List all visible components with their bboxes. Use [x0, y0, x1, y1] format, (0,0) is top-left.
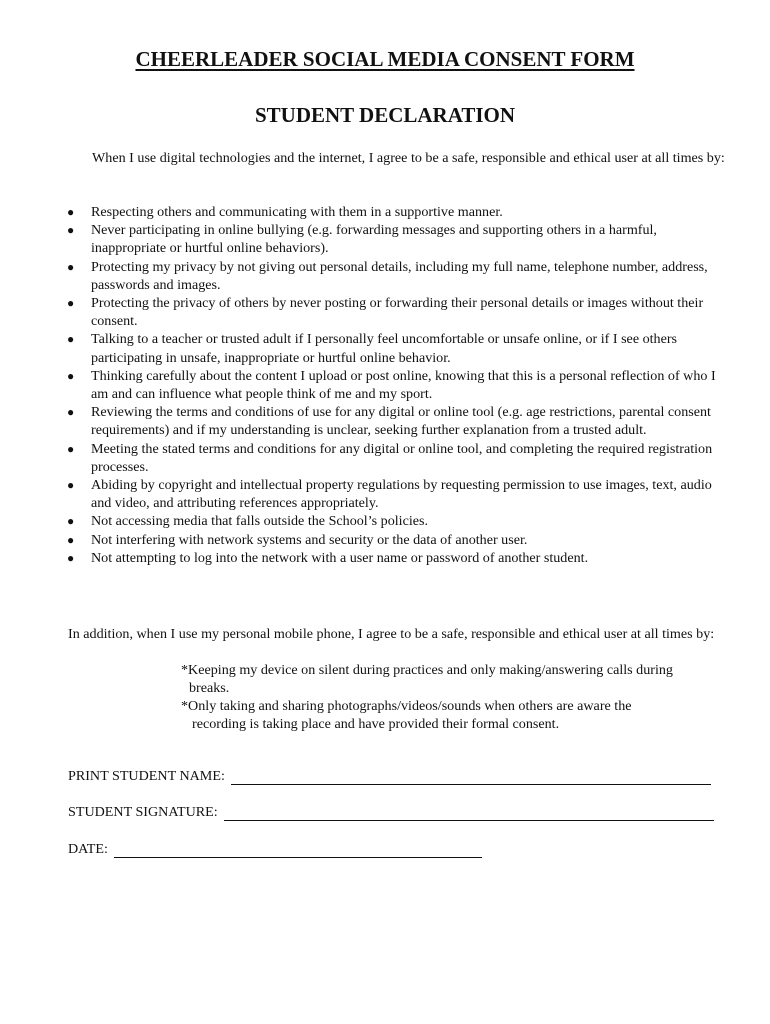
list-item	[0, 221, 770, 257]
bullet-icon: ●	[67, 478, 75, 493]
list-item-text: Protecting my privacy by not giving out personal details, including my full name, telephone number, address, passwords and images.	[91, 258, 708, 293]
list-item-text: Reviewing the terms and conditions of use for any digital or online tool (e.g. age restrictions, parental consent requirements) and if my understanding is unclear, seeking further explanation from a trusted adult.	[91, 404, 711, 439]
bullet-icon: ●	[67, 532, 75, 547]
list-item-text: Not accessing media that falls outside the School’s policies.	[91, 513, 429, 530]
declaration-list	[0, 203, 770, 567]
form-title: CHEERLEADER SOCIAL MEDIA CONSENT FORM	[135, 47, 635, 71]
date-field	[68, 840, 482, 858]
bullet-icon: ●	[67, 441, 75, 456]
phone-rule-1-line-1: *Keeping my device on silent during practices and only making/answering calls during	[181, 662, 673, 678]
list-item-text: Talking to a teacher or trusted adult if I personally feel uncomfortable or unsafe online, or if I see others participating in unsafe, inappropriate or hurtful online behavior.	[91, 331, 678, 366]
list-item	[0, 294, 770, 330]
list-item-text: Not attempting to log into the network with a user name or password of another student.	[91, 549, 589, 566]
bullet-icon: ●	[67, 550, 75, 565]
bullet-icon: ●	[67, 368, 75, 383]
intro-paragraph: When I use digital technologies and the internet, I agree to be a safe, responsible and ethical user at all times by:	[92, 150, 725, 166]
date-line[interactable]	[114, 843, 482, 858]
bullet-icon: ●	[67, 514, 75, 529]
section-title: STUDENT DECLARATION	[254, 103, 516, 127]
list-item-text: Never participating in online bullying (e.g. forwarding messages and supporting others in a harmful, inappropriate or hurtful online behaviors).	[91, 222, 657, 257]
list-item	[0, 531, 770, 549]
bullet-icon: ●	[67, 405, 75, 420]
student-signature-field	[68, 803, 714, 821]
list-item	[0, 440, 770, 476]
mobile-phone-rules	[181, 661, 721, 733]
bullet-icon: ●	[67, 205, 75, 219]
bullet-icon: ●	[67, 223, 75, 238]
student-name-field	[68, 767, 711, 785]
list-item	[0, 512, 770, 530]
student-signature-line[interactable]	[224, 806, 714, 821]
phone-rule-2-line-2: recording is taking place and have provided their formal consent.	[192, 716, 560, 732]
student-name-label: PRINT STUDENT NAME:	[68, 768, 225, 784]
list-item-text: Meeting the stated terms and conditions for any digital or online tool, and completing the required registration processes.	[91, 440, 713, 475]
list-item-text: Abiding by copyright and intellectual property regulations by requesting permission to use images, text, audio and video, and attributing references appropriately.	[91, 477, 712, 512]
list-item-text: Respecting others and communicating with them in a supportive manner.	[91, 204, 503, 220]
list-item-text: Not interfering with network systems and security or the data of another user.	[91, 531, 528, 548]
list-item	[0, 258, 770, 294]
list-item	[0, 403, 770, 439]
bullet-icon: ●	[67, 332, 75, 347]
list-item-text: Thinking carefully about the content I upload or post online, knowing that this is a personal reflection of who I am and can influence what people think of me and my sport.	[91, 367, 716, 403]
student-signature-label: STUDENT SIGNATURE:	[68, 804, 218, 820]
bullet-icon: ●	[67, 259, 75, 274]
student-name-line[interactable]	[231, 770, 711, 785]
phone-rule-1-line-2: breaks.	[189, 680, 230, 696]
date-label: DATE:	[68, 841, 108, 857]
bullet-icon: ●	[67, 296, 75, 311]
list-item	[0, 203, 770, 221]
list-item	[0, 367, 770, 403]
list-item	[0, 549, 770, 567]
phone-rule-2-line-1: *Only taking and sharing photographs/videos/sounds when others are aware the	[181, 698, 632, 714]
list-item	[0, 330, 770, 366]
list-item-text: Protecting the privacy of others by never posting or forwarding their personal details or images without their consent.	[91, 295, 704, 330]
mobile-phone-paragraph: In addition, when I use my personal mobile phone, I agree to be a safe, responsible and ethical user at all times by:	[68, 626, 715, 642]
list-item	[0, 476, 770, 512]
